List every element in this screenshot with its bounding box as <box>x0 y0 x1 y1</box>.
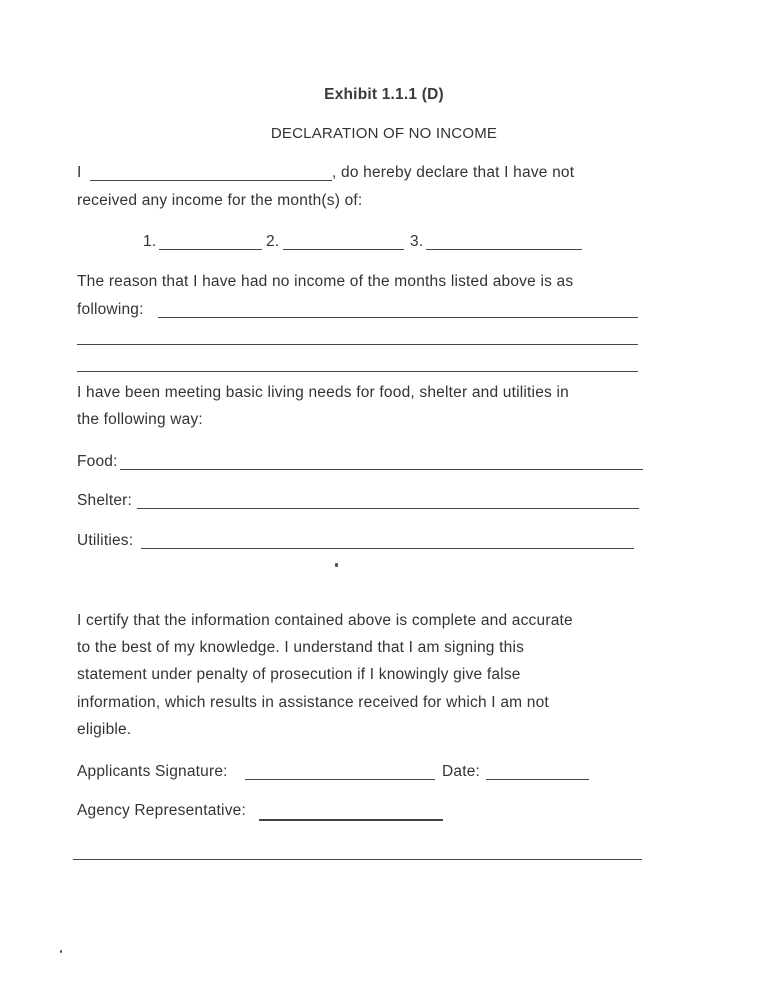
exhibit-label: Exhibit 1.1.1 (D) <box>324 86 444 103</box>
applicant-signature-label: Applicants Signature: <box>77 763 228 780</box>
month-3-line[interactable] <box>426 249 582 250</box>
month-1-label: 1. <box>143 233 157 250</box>
food-line[interactable] <box>120 469 643 470</box>
certify-line-4: information, which results in assistance received for which I am not <box>77 694 549 711</box>
date-line[interactable] <box>486 779 589 780</box>
shelter-label: Shelter: <box>77 492 133 509</box>
agency-representative-line[interactable] <box>259 819 443 821</box>
bottom-rule <box>73 859 642 860</box>
certify-line-1: I certify that the information contained above is complete and accurate <box>77 612 573 629</box>
declaration-text: , do hereby declare that I have not <box>332 164 575 181</box>
reason-blank-line-3[interactable] <box>77 371 638 372</box>
applicant-signature-line[interactable] <box>245 779 435 780</box>
utilities-label: Utilities: <box>77 532 134 549</box>
stray-mark <box>335 563 338 567</box>
declaration-start: I <box>77 164 82 181</box>
food-label: Food: <box>77 453 118 470</box>
agency-representative-label: Agency Representative: <box>77 802 246 819</box>
utilities-line[interactable] <box>141 548 634 549</box>
reason-line-2: following: <box>77 301 144 318</box>
month-2-line[interactable] <box>283 249 404 250</box>
month-3-label: 3. <box>410 233 424 250</box>
document-title: DECLARATION OF NO INCOME <box>270 125 498 142</box>
month-1-line[interactable] <box>159 249 262 250</box>
reason-line-1: The reason that I have had no income of the months listed above is as <box>77 273 574 290</box>
declaration-line-2: received any income for the month(s) of: <box>77 192 363 209</box>
needs-line-1: I have been meeting basic living needs for food, shelter and utilities in <box>77 384 569 401</box>
certify-line-2: to the best of my knowledge. I understand that I am signing this <box>77 639 525 656</box>
shelter-line[interactable] <box>137 508 639 509</box>
reason-blank-line-1[interactable] <box>158 317 638 318</box>
reason-blank-line-2[interactable] <box>77 344 638 345</box>
needs-line-2: the following way: <box>77 411 203 428</box>
month-2-label: 2. <box>266 233 280 250</box>
name-blank-line[interactable] <box>90 180 332 181</box>
certify-line-3: statement under penalty of prosecution if I knowingly give false <box>77 666 521 683</box>
date-label: Date: <box>442 763 481 780</box>
scan-speck <box>60 950 62 953</box>
certify-line-5: eligible. <box>77 721 132 738</box>
